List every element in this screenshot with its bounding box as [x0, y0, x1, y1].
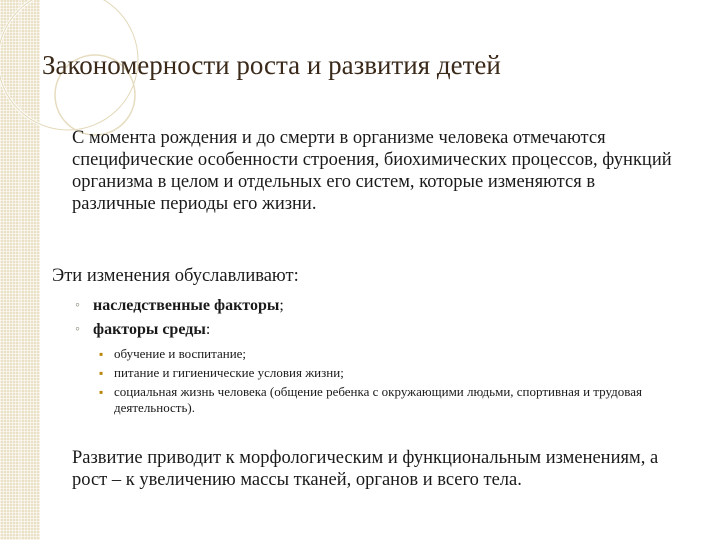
factors-list — [75, 294, 284, 342]
list-item — [98, 365, 658, 381]
list-item — [75, 318, 284, 342]
environment-factors-list — [98, 346, 658, 419]
factor-name: факторы среды — [93, 321, 206, 338]
factor-name: наследственные факторы — [93, 297, 280, 314]
list-item — [98, 346, 658, 362]
list-item-text: питание и гигиенические условия жизни; — [114, 365, 344, 380]
conclusion-paragraph: Развитие приводит к морфологическим и функциональным изменениям, а рост – к увеличению массы тканей, органов и всего тела. — [72, 448, 659, 490]
factor-suffix: ; — [279, 297, 284, 314]
changes-lead-text: Эти изменения обуславливают: — [52, 266, 299, 286]
ring-bullet-icon: ◦ — [75, 322, 80, 337]
dot-bullet-icon: ▪ — [99, 385, 104, 399]
factor-suffix: : — [205, 321, 211, 338]
slide-title: Закономерности роста и развития детей — [42, 50, 501, 80]
intro-paragraph: С момента рождения и до смерти в организме человека отмечаются специфические особенности строения, биохимических процессов, функций организма в целом и отдельных его систем, которые изменяются в различные периоды его жизни. — [72, 128, 672, 214]
list-item-text: обучение и воспитание; — [114, 346, 247, 361]
list-item — [75, 294, 284, 318]
ring-bullet-icon: ◦ — [75, 298, 80, 313]
list-item-text: социальная жизнь человека (общение ребенка с окружающими людьми, спортивная и трудовая деятельность). — [114, 384, 642, 415]
dot-bullet-icon: ▪ — [99, 347, 104, 361]
dot-bullet-icon: ▪ — [99, 366, 104, 380]
list-item — [98, 384, 658, 416]
